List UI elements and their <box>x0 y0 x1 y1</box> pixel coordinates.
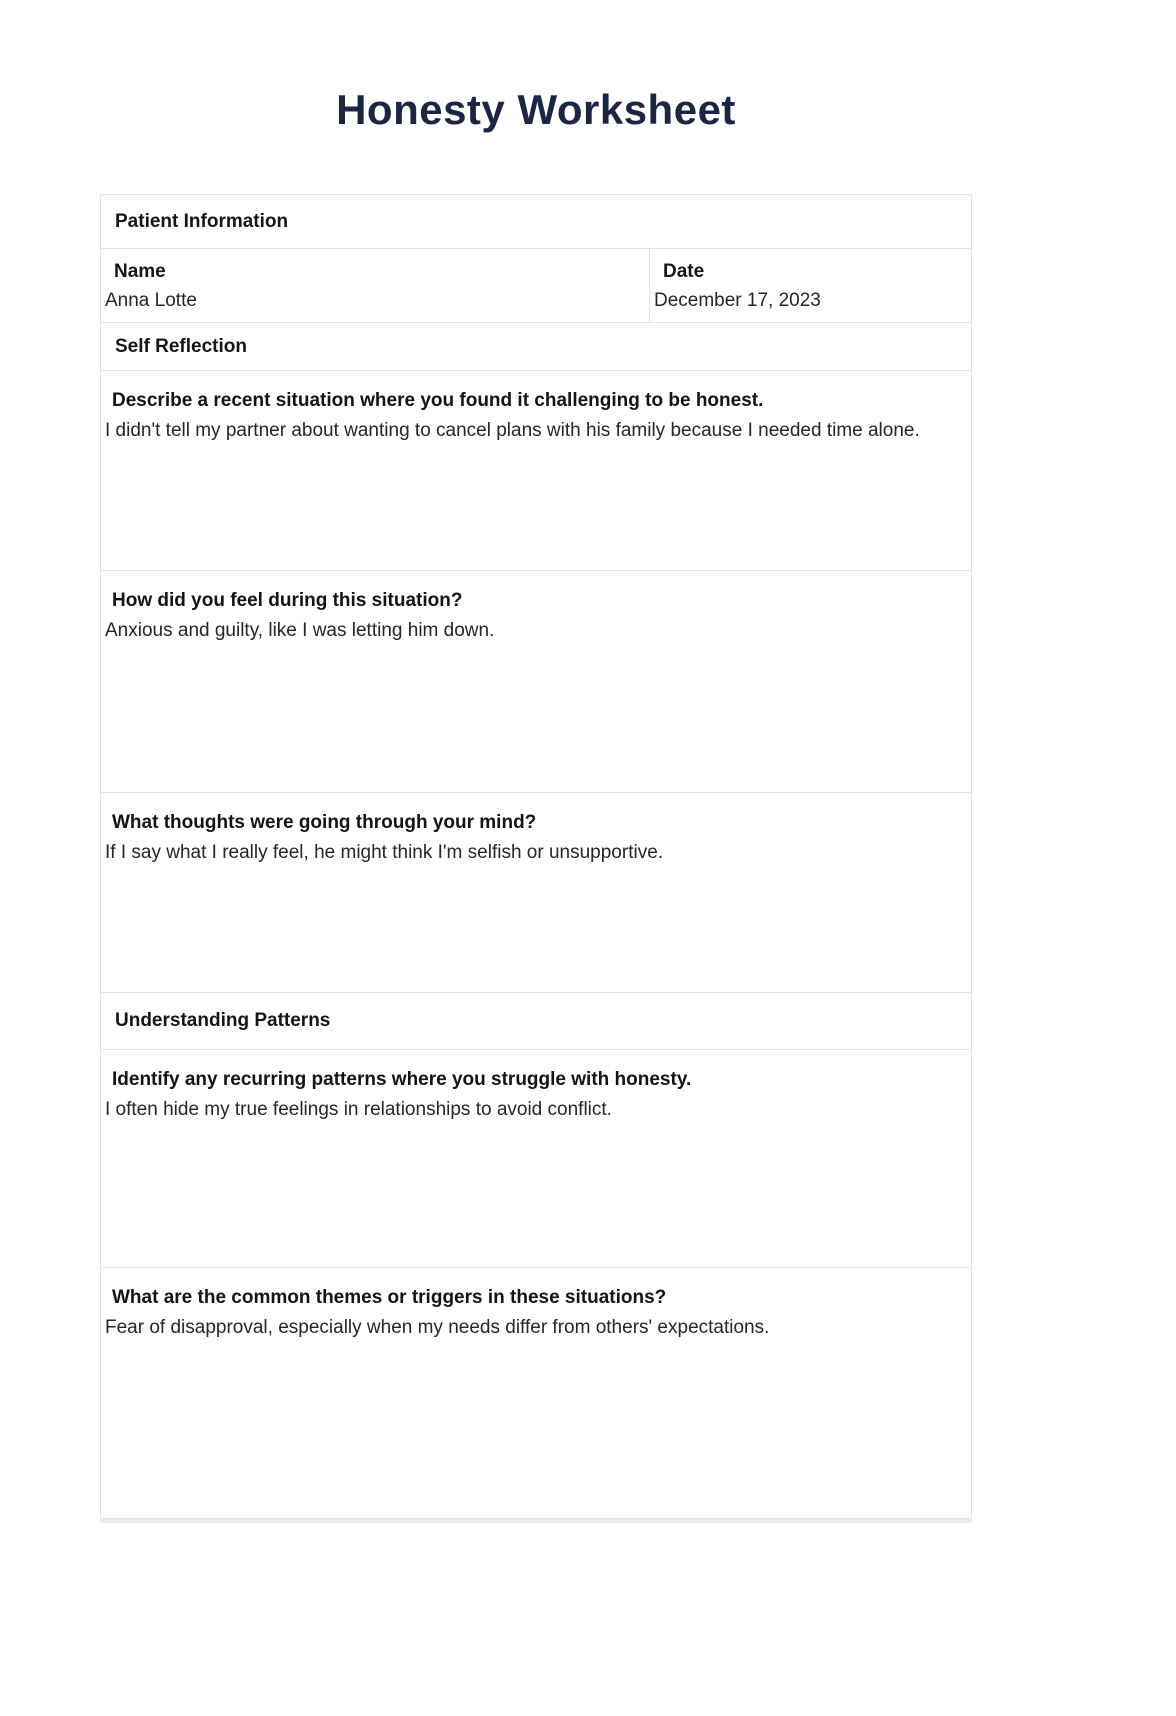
answer-text: If I say what I really feel, he might think I'm selfish or unsupportive. <box>105 841 664 863</box>
name-value: Anna Lotte <box>105 290 197 312</box>
answer-text: I didn't tell my partner about wanting to cancel plans with his family because I needed time alone. <box>105 419 920 441</box>
question-text: What thoughts were going through your mind? <box>112 812 537 834</box>
name-label: Name <box>114 261 166 283</box>
date-value: December 17, 2023 <box>653 290 821 312</box>
question-challenging-honesty <box>101 371 971 571</box>
self-reflection-heading: Self Reflection <box>115 335 247 357</box>
name-date-row <box>101 249 971 323</box>
understanding-patterns-header-row <box>101 993 971 1050</box>
date-field <box>650 249 971 322</box>
question-common-themes <box>101 1268 971 1518</box>
patient-info-heading: Patient Information <box>115 210 289 232</box>
worksheet-table <box>100 194 972 1519</box>
page-title: Honesty Worksheet <box>336 86 736 133</box>
answer-text: Anxious and guilty, like I was letting him down. <box>105 619 495 641</box>
understanding-patterns-heading: Understanding Patterns <box>115 1010 331 1032</box>
answer-text: I often hide my true feelings in relationships to avoid conflict. <box>105 1098 612 1120</box>
question-text: Describe a recent situation where you found it challenging to be honest. <box>112 390 764 412</box>
self-reflection-header-row <box>101 323 971 371</box>
question-text: How did you feel during this situation? <box>112 590 463 612</box>
question-text: What are the common themes or triggers in these situations? <box>112 1287 667 1309</box>
name-field <box>101 249 650 322</box>
worksheet-page <box>100 86 972 1519</box>
date-label: Date <box>662 261 705 283</box>
patient-info-header-row <box>101 195 971 249</box>
question-text: Identify any recurring patterns where you struggle with honesty. <box>112 1069 692 1091</box>
question-thoughts <box>101 793 971 993</box>
question-feelings <box>101 571 971 793</box>
question-recurring-patterns <box>101 1050 971 1268</box>
answer-text: Fear of disapproval, especially when my needs differ from others' expectations. <box>105 1316 770 1338</box>
